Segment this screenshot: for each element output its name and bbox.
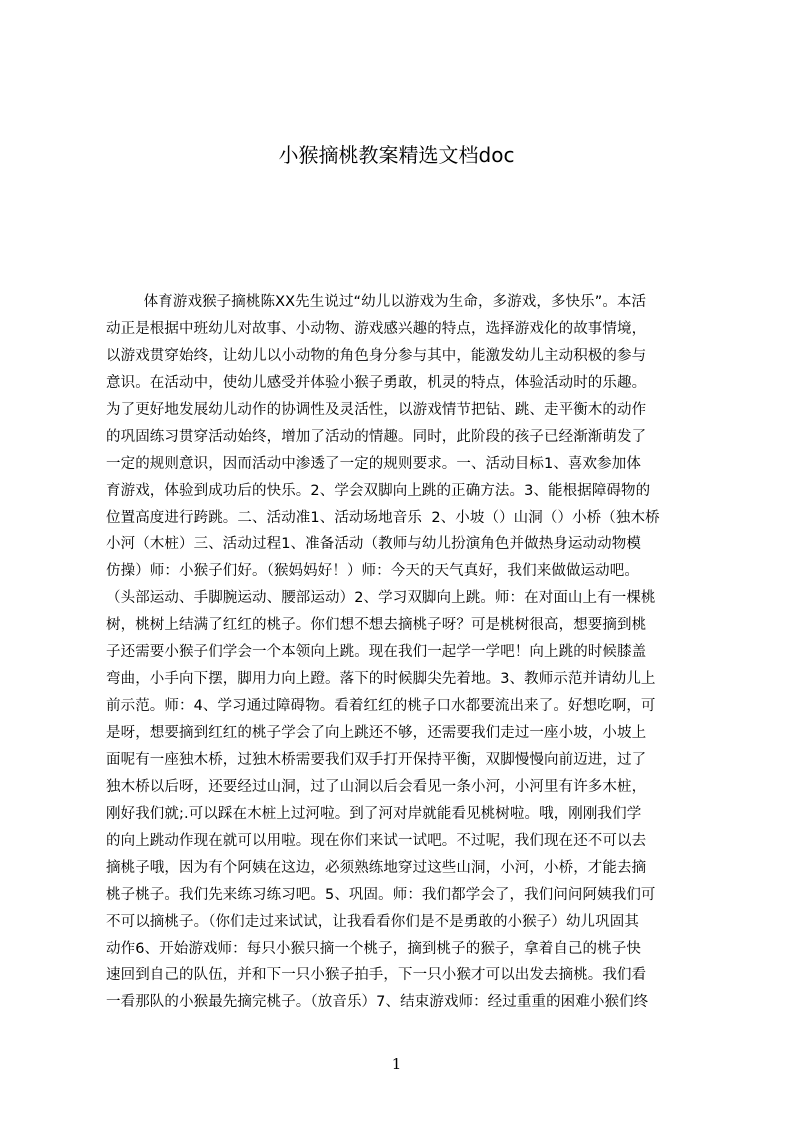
text-line: 弯曲，小手向下摆，脚用力向上蹬。落下的时候脚尖先着地。3、教师示范并请幼儿上 xyxy=(106,671,656,688)
text-line: 独木桥以后呀，还要经过山洞，过了山洞以后会看见一条小河，小河里有许多木桩， xyxy=(106,778,647,795)
text-line: 树，桃树上结满了红红的桃子。你们想不想去摘桃子呀？可是桃树很高，想要摘到桃 xyxy=(106,617,647,634)
text-line: 面呢有一座独木桥，过独木桥需要我们双手打开保持平衡，双脚慢慢向前迈进，过了 xyxy=(106,751,647,768)
text-line: 摘桃子哦，因为有个阿姨在这边，必须熟练地穿过这些山洞，小河，小桥，才能去摘 xyxy=(106,859,647,876)
text-line: （头部运动、手脚腕运动、腰部运动）2、学习双脚向上跳。师：在对面山上有一棵桃 xyxy=(106,590,656,607)
text-line: 子还需要小猴子们学会一个本领向上跳。现在我们一起学一学吧！向上跳的时候膝盖 xyxy=(106,644,647,661)
text-line: 一看那队的小猴最先摘完桃子。（放音乐）7、结束游戏师：经过重重的困难小猴们终 xyxy=(106,994,649,1011)
text-line: 仿操）师：小猴子们好。（猴妈妈好！）师：今天的天气真好，我们来做做运动吧。 xyxy=(106,563,639,580)
text-line: 动作6、开始游戏师：每只小猴只摘一个桃子，摘到桃子的猴子，拿着自己的桃子快 xyxy=(106,940,641,957)
text-line: 桃子桃子。我们先来练习练习吧。5、巩固。师：我们都学会了，我们问问阿姨我们可 xyxy=(106,886,656,903)
text-line: 不可以摘桃子。（你们走过来试试，让我看看你们是不是勇敢的小猴子）幼儿巩固其 xyxy=(106,913,639,930)
document-body xyxy=(106,289,698,1011)
text-line: 体育游戏猴子摘桃陈XX先生说过“幼儿以游戏为生命，多游戏，多快乐”。本活 xyxy=(106,294,647,310)
text-line: 一定的规则意识，因而活动中渗透了一定的规则要求。一、活动目标1、喜欢参加体 xyxy=(106,455,641,472)
text-line: 是呀，想要摘到红红的桃子学会了向上跳还不够，还需要我们走过一座小坡，小坡上 xyxy=(106,725,647,741)
document-title: 小猴摘桃教案精选文档doc xyxy=(278,143,515,167)
text-line: 育游戏，体验到成功后的快乐。2、学会双脚向上跳的正确方法。3、能根据障碍物的 xyxy=(106,482,651,499)
text-line: 前示范。师：4、学习通过障碍物。看着红红的桃子口水都要流出来了。好想吃啊，可 xyxy=(106,698,656,715)
text-line: 的巩固练习贯穿活动始终，增加了活动的情趣。同时，此阶段的孩子已经渐渐萌发了 xyxy=(106,428,647,445)
text-line: 以游戏贯穿始终，让幼儿以小动物的角色身分参与其中，能激发幼儿主动积极的参与 xyxy=(106,347,647,364)
text-line: 小河（木桩）三、活动过程1、准备活动（教师与幼儿扮演角色并做热身运动动物模 xyxy=(106,536,641,553)
page-number: 1 xyxy=(391,1055,402,1073)
text-line: 的向上跳动作现在就可以用啦。现在你们来试一试吧。不过呢，我们现在还不可以去 xyxy=(106,832,647,849)
text-line: 意识。在活动中，使幼儿感受并体验小猴子勇敢，机灵的特点，体验活动时的乐趣。 xyxy=(106,374,647,391)
text-line: 动正是根据中班幼儿对故事、小动物、游戏感兴趣的特点，选择游戏化的故事情境， xyxy=(106,320,647,337)
text-line: 为了更好地发展幼儿动作的协调性及灵活性，以游戏情节把钻、跳、走平衡木的动作 xyxy=(106,401,647,418)
text-line: 刚好我们就;.可以踩在木桩上过河啦。到了河对岸就能看见桃树啦。哦，刚刚我们学 xyxy=(106,805,642,822)
text-line: 位置高度进行跨跳。二、活动准1、活动场地音乐 2、小坡（）山洞（）小桥（独木桥 xyxy=(106,509,660,526)
text-line: 速回到自己的队伍，并和下一只小猴子拍手，下一只小猴才可以出发去摘桃。我们看 xyxy=(106,967,647,984)
